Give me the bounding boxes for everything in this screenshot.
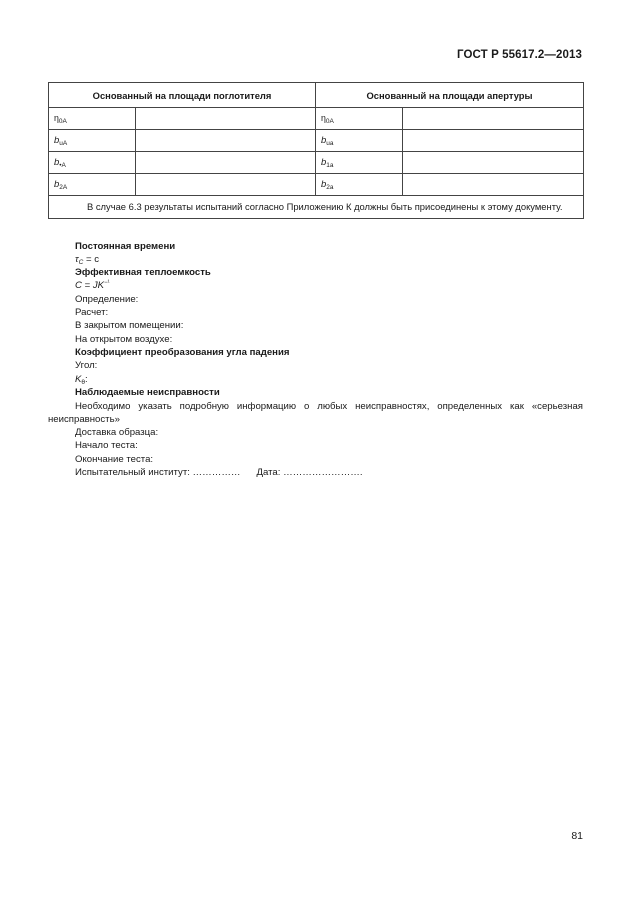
sample-delivery-label: Доставка образца: [75,427,159,438]
symbol-cell: $b_{2a}$ [316,174,403,196]
time-constant-heading: Постоянная времени [75,241,176,252]
value-cell [136,174,316,196]
symbol-cell: $b_{•A}$ [49,152,136,174]
iam-heading: Коэффициент преобразования угла падения [75,347,290,358]
value-cell [136,108,316,130]
table-note: В случае 6.3 результаты испытаний согласно Приложению К должны быть присоединены к этому документу. [49,196,584,219]
document-id: ГОСТ Р 55617.2—2013 [457,49,582,61]
value-cell [403,130,584,152]
value-cell [403,152,584,174]
symbol-cell: $b_{2A}$ [49,174,136,196]
value-cell [403,174,584,196]
table-row [49,152,584,174]
value-cell [136,130,316,152]
test-start-label: Начало теста: [75,440,138,451]
institute-label: Испытательный институт: …………… [75,467,241,478]
value-cell [403,108,584,130]
calculation-label: Расчет: [75,307,109,318]
table-row [49,108,584,130]
table-note-row [49,196,584,219]
value-cell [136,152,316,174]
symbol-cell: $\eta_{0A}$ [316,108,403,130]
indoor-label: В закрытом помещении: [75,320,184,331]
symbol-cell: $b_{ua}$ [316,130,403,152]
k-theta-label: $K_\theta$: [75,374,88,386]
symbol-cell: $b_{uA}$ [49,130,136,152]
table-header-row [49,83,584,108]
symbol-cell: $b_{1a}$ [316,152,403,174]
institute-line [75,467,363,478]
page-number: 81 [571,830,583,842]
defects-text: Необходимо указать подробную информацию о любых неисправностях, определенных как «серьезная неисправность» [48,401,583,426]
time-constant-formula: $\tau_C = c$ [75,254,100,266]
test-end-label: Окончание теста: [75,454,154,465]
col-absorber-header: Основанный на площади поглотителя [49,83,316,108]
symbol-cell: $\eta_{0A}$ [49,108,136,130]
angle-label: Угол: [75,360,98,371]
defects-heading: Наблюдаемые неисправности [75,387,220,398]
heat-capacity-heading: Эффективная теплоемкость [75,267,211,278]
date-label: Дата: ……………………. [256,467,363,478]
col-aperture-header: Основанный на площади апертуры [316,83,584,108]
outdoor-label: На открытом воздухе: [75,334,173,345]
definition-label: Определение: [75,294,139,305]
heat-capacity-formula: $C = JK^{-^1}$ [75,280,110,291]
table-row [49,130,584,152]
table-row [49,174,584,196]
results-table [48,82,584,219]
